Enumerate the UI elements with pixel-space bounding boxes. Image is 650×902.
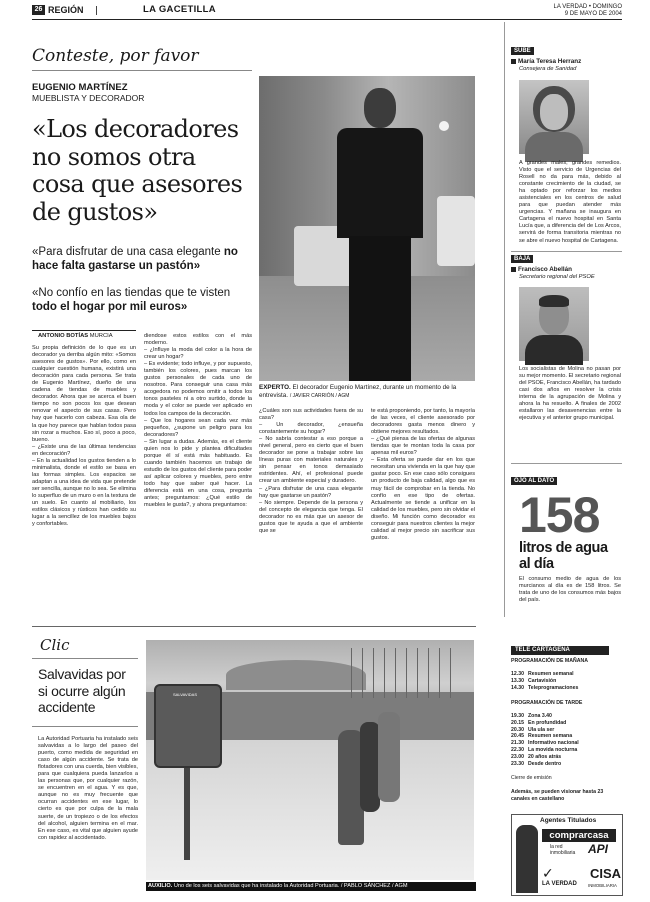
ad-person (516, 825, 538, 893)
tv-afternoon-row (511, 754, 621, 761)
byline-rule (32, 330, 136, 331)
clic-photo-masts (341, 648, 461, 698)
clic-kicker: Clic (40, 636, 70, 654)
api-logo: API (588, 842, 609, 856)
tv-afternoon-row (511, 720, 621, 727)
tv-title: TELE CARTAGENA (511, 646, 609, 655)
tv-afternoon-time: 23.30 (511, 760, 524, 767)
baja-photo (519, 287, 589, 361)
arrow-up-icon (511, 59, 516, 64)
tv-morning-show: Cartavisión (528, 677, 557, 684)
tv-afternoon-time: 21.30 (511, 740, 524, 747)
tv-afternoon-time: 20.30 (511, 726, 524, 733)
tv-morning-show: Resumen semanal (528, 671, 574, 677)
tv-afternoon-row (511, 713, 621, 720)
tv-morning-heading: PROGRAMACIÓN DE MAÑANA (511, 658, 588, 664)
right-column-divider (504, 22, 505, 617)
tv-morning-time: 14.30 (511, 684, 524, 691)
tv-afternoon-time: 20.15 (511, 719, 524, 726)
tv-morning-row (511, 671, 621, 678)
masthead (32, 5, 622, 19)
pullquote-1-normal: «Para disfrutar de una casa elegante (32, 246, 221, 258)
sube-photo-body (525, 132, 583, 162)
tv-afternoon-row (511, 727, 621, 734)
byline-place: MURCIA (89, 333, 113, 339)
tv-afternoon-row (511, 747, 621, 754)
arrow-down-icon (511, 267, 516, 272)
tv-afternoon-row (511, 733, 621, 740)
tv-morning-time: 13.30 (511, 677, 524, 684)
pullquote-2 (32, 286, 254, 314)
interview-column-2: diendose estos estilos con el más moderno. – ¿Influye la moda del color a la hora de crear un hogar? – Es evidente; todo influye, y por supuesto, también los colores, pues marcan los gustos personales de cada uno de nosotros. Para conseguir una casa más acogedora no podemos omitir a todos los tonos pasteles ni a otro surtido, donde la moda y el color se puede ver aplicado en todos los campos de la decoración. – Que los hogares sean cada vez más pequeños, ¿supone un peligro para los decoradores? – Sin lugar a dudas. Además, es el cliente quien nos lo pide y plantea dificultades porque él sí está más habituado. Es cuando también hacemos un trabajo de estudio de los gustos del cliente para poder así aplicar colores y muebles, pero entre todo hay que saber qué hacer. La diferencia está en una cosa, pregunta antes; preguntamos: ¿Qué estilo de muebles le gusta?, y ahora preguntamos: (144, 333, 252, 509)
paper-name: LA VERDAD • DOMINGO (553, 4, 622, 10)
baja-name (511, 266, 621, 274)
sube-photo (519, 80, 589, 154)
sube-name (511, 58, 621, 66)
tv-afternoon-heading: PROGRAMACIÓN DE TARDE (511, 700, 583, 706)
ad-cisa: CISA (590, 866, 622, 881)
tv-afternoon-show: 20 años atrás (528, 753, 562, 760)
portrait-caption-bold: EXPERTO. (259, 384, 291, 391)
column-name: LA GACETILLA (143, 4, 216, 15)
portrait-caption (259, 384, 475, 400)
kicker-rule (32, 70, 252, 71)
photo-person-legs (349, 236, 411, 381)
interview-kicker (32, 46, 199, 66)
byline (38, 333, 113, 340)
pullquote-2-normal: «No confío en las tiendas que te visten (32, 287, 231, 299)
lifebuoy-sign: SALVAVIDAS (172, 692, 197, 697)
ad-paper-logo (542, 865, 582, 889)
tv-afternoon-time: 19.30 (511, 713, 524, 719)
tv-afternoon-show: Resumen semana (528, 733, 573, 740)
clic-photo (146, 640, 474, 880)
baja-label: BAJA (511, 255, 533, 263)
tv-morning-show: Teleprogramaciones (528, 684, 579, 691)
tv-morning-row (511, 685, 621, 692)
clic-photo-pedestrian-2 (360, 722, 380, 812)
clic-caption-credit: / PABLO SÁNCHEZ / AGM (340, 883, 408, 889)
tv-closing: Cierre de emisión (511, 775, 552, 781)
interview-headline: «Los decoradores no somos otra cosa que asesores de gustos» (32, 115, 243, 226)
ojo-caption: litros de agua al día (519, 540, 608, 572)
clic-caption-bold: AUXILIO. (148, 883, 173, 889)
ojo-number: 158 (519, 487, 600, 543)
tv-afternoon-show: Informativo nacional (528, 740, 579, 747)
portrait-photo (259, 76, 475, 381)
kicker-text: Conteste, por favor (32, 46, 199, 66)
ad-sub2: inmobiliaria (550, 850, 576, 856)
comprarcasa-ad[interactable] (511, 814, 623, 896)
sube-baja-rule (511, 251, 622, 252)
sube-text: A grandes males, grandes remedios. Visto que el servicio de Urgencias del Rosell no da para más, debido al constante crecimiento de la ciudad, se ha optado por reforzar los medios asistenciales en los centros de salud para que puedan atender más urgencias. Y mañana se inaugura en Cartagena el nuevo hospital en Santa Lucía que, a diferencia del de Los Arcos, servirá de forma transitoria mientras no se abre el nuevo hospital de Cartagena. (519, 160, 623, 244)
person-role: MUEBLISTA Y DECORADOR (32, 93, 145, 103)
clic-body: La Autoridad Portuaria ha instalado seis salvavidas a lo largo del paseo del puerto, como medida de seguridad en caso de algún accidente. Se trata de flotadores con una cuerda, bien visibles, para que cualquiera pueda lanzarlos a las personas que, por cualquier razón, se encuentren en el agua. Y es que, aunque no es muy frecuente que ocurran accidentes en ese lugar, lo cierto es que por culpa de la mala suerte, de un tropiezo o de los efectos del alcohol, alguien termina en el mar. En ese caso, es vital que alguien ayude con rapidez al accidentado. (38, 736, 140, 841)
sube-label: SUBE (511, 47, 534, 55)
baja-person: Francisco Abellán (518, 266, 573, 273)
section-name: REGIÓN (48, 5, 84, 15)
tv-afternoon-time: 20.45 (511, 733, 524, 740)
baja-photo-body (525, 335, 583, 365)
clic-headline: Salvavidas por si ocurre algún accidente (38, 666, 126, 715)
tv-afternoon-show: En profundidad (528, 719, 567, 726)
photo-person-body (337, 128, 423, 238)
pullquote-1-bold: no hace falta gastarse un pastón» (32, 246, 238, 272)
tv-morning-row (511, 678, 621, 685)
interview-column-1: Su propia definición de lo que es un decorador ya derriba algún mito: «Somos asesores de gustos». Por ello, como en cualquier cuestión humana, existirá una decoración para cada persona. Se trata de Eugenio Martínez, dueño de una cadena de tiendas de muebles y decorador. Ahora que se acerca el buen tiempo no son pocos los que desean renovar el aspecto de sus casas. Pero hay que hacerlo con cabeza. Esa ola de la que hoy parece que hablan todos pasa sin rozar a muchos. Eso sí, poco a poco, bueno. – ¿Existe una de las últimas tendencias en decoración? – En la actualidad los gustos tienden a lo minimalista, donde el estilo se basa en las formas simples. Los espacios se adaptan a una idea de vida que pretende ser sencilla, aunque no lo sea. Se elimina lo superfluo de un muro o en la textura de un suelo. En cuanto al mobiliario, los estilos clásicos y rústicos han cedido su lugar a la sencillez de los muebles bajos y confortables. (32, 345, 136, 528)
baja-text: Los socialistas de Molina no pasan por su mejor momento. El secretario regional del PSOE, Francisco Abellán, ha tardado casi dos años en resolver la crisis interna de la agrupación de Molina y ahora la ha resuelto. A finales de 2002 estallaron las desavenencias entre la ejecutiva y el anterior grupo municipal. (519, 366, 623, 422)
issue-date: 9 DE MAYO DE 2004 (564, 11, 622, 17)
clic-kicker-rule (32, 658, 138, 659)
tv-afternoon-row (511, 740, 621, 747)
sube-person: María Teresa Herranz (518, 58, 582, 65)
tv-afternoon-show: Desde dentro (528, 760, 562, 767)
tv-morning-time: 12.30 (511, 671, 524, 677)
clic-headline-rule (32, 726, 138, 727)
photo-person-head (364, 88, 396, 128)
tv-extra: Además, se pueden visionar hasta 23 canales en castellano (511, 789, 604, 802)
interview-column-4: te está proponiendo, por tanto, la mayoría de las veces, el cliente asesorado por decoradores gasta menos dinero y obtiene mejores resultados. – ¿Qué piensa de las ofertas de algunas tiendas que te montan toda la casa por apenas mil euros? – Esta oferta se puede dar en los que necesitan una vivienda en la que hay que gastar poco. En ese caso sólo consigues un producto de baja calidad, algo que es muy fácil de comprobar en la tienda. No confío en ese tipo de ofertas. Actualmente se tiende a unificar en la calidad de los muebles, pero sin olvidar el diseño. Mi función como decorador es conseguir para nuestros clientes la mejor calidad al mejor precio sin sacrificar sus gustos. (371, 408, 475, 541)
ojo-label: OJO AL DATO (511, 477, 557, 485)
tv-afternoon-show: Zona 3.40 (528, 713, 552, 719)
clic-top-rule (32, 626, 476, 627)
masthead-rule (32, 19, 622, 20)
sube-photo-face (540, 94, 568, 130)
page-number: 26 (32, 5, 45, 15)
byline-name: ANTONIO BOTÍAS (38, 333, 89, 339)
tv-afternoon-time: 23.00 (511, 753, 524, 760)
person-name: EUGENIO MARTÍNEZ (32, 82, 128, 93)
masthead-divider (96, 6, 97, 15)
ad-paper-name: LA VERDAD (542, 881, 577, 887)
ad-sub1: la red (550, 844, 563, 850)
ad-paper-check-icon: ✓ (542, 866, 554, 882)
tv-afternoon-row (511, 761, 621, 768)
ojo-text: El consumo medio de agua de los murcianos al día es de 158 litros. Se trata de uno de los consumos más bajos del país. (519, 576, 623, 604)
ad-top: Agentes Titulados (540, 817, 597, 824)
interview-column-3: ¿Cuáles son sus actividades fuera de su casa? – Un decorador, ¿ensueña constantemente su hogar? – No sabría contestar a eso porque a nivel general, pero es cierto que el buen decorador se pone a trabajar sobre las líneas puras con materiales naturales y sin pensar en tonos demasiado estridentes. Ahí, el profesional puede crear un ambiente especial y duradero. – ¿Para disfrutar de una casa elegante hay que gastarse un pastón? – No siempre. Depende de la persona y del concepto de elegancia que tenga. El decorador no es más que un asesor de gustos que te ayuda a que el ambiente que se (259, 408, 363, 534)
pullquote-1 (32, 245, 254, 273)
tv-afternoon-show: La movida nocturna (528, 747, 578, 753)
baja-ojo-rule (511, 463, 622, 464)
sube-role: Consejera de Sanidad (519, 66, 577, 72)
pullquote-2-bold: todo el hogar por mil euros» (32, 301, 188, 313)
clic-caption-text: Uno de los seis salvavidas que ha instalado la Autoridad Portuaria. (173, 883, 340, 889)
photo-lamp (439, 121, 449, 131)
baja-photo-hair (539, 295, 569, 307)
tv-afternoon-show: Ula ula ser (528, 726, 555, 733)
photo-sofa-right (437, 196, 475, 266)
ad-brand: comprarcasa (542, 829, 616, 842)
portrait-credit: / JAVIER CARRIÓN / AGM (289, 393, 350, 399)
clic-photo-caption (146, 882, 476, 891)
ad-cisa-sub: INMOBILIARIA (588, 883, 617, 888)
clic-photo-pedestrian-3 (378, 712, 400, 802)
baja-role: Secretario regional del PSOE (519, 274, 595, 280)
portrait-caption-text: El decorador Eugenio Martínez, durante un momento de la entrevista. (259, 384, 457, 399)
tv-afternoon-time: 22.30 (511, 747, 524, 753)
tv-listing (511, 658, 621, 826)
